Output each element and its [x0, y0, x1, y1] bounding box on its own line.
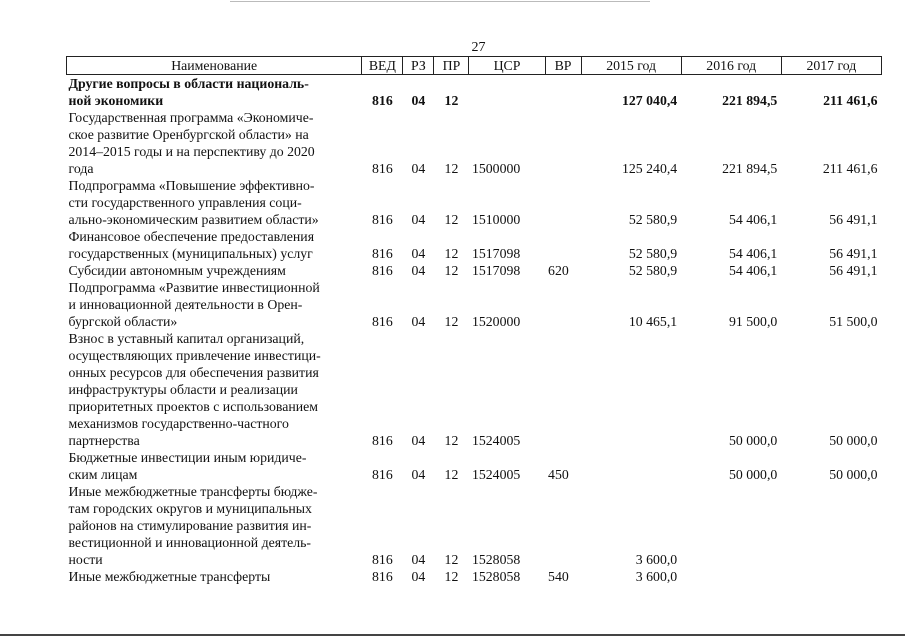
cell-pr: 12: [444, 552, 459, 567]
cell-year-2016: 54 406,1: [729, 246, 778, 261]
cell-csr: 1528058: [471, 552, 521, 567]
cell-ved: 816: [372, 552, 393, 567]
name-line: инфраструктуры области и реализации: [68, 382, 298, 397]
header-year-2015: 2015 год: [581, 57, 681, 75]
cell-vr: [545, 75, 581, 110]
cell-pr: 12: [444, 569, 459, 584]
cell-csr: 1510000: [471, 212, 521, 227]
cell-rz: 04: [411, 93, 426, 108]
cell-name: [67, 449, 362, 483]
cell-year-2017: 56 491,1: [829, 212, 878, 227]
name-line: приоритетных проектов с использованием: [68, 399, 318, 414]
cell-year-2016: 54 406,1: [729, 212, 778, 227]
cell-year-2015: 52 580,9: [628, 263, 678, 278]
cell-year-2015: [581, 330, 681, 449]
table-row: [67, 483, 882, 568]
cell-ved: 816: [372, 93, 393, 108]
name-line: районов на стимулирование развития ин-: [68, 518, 312, 533]
cell-vr: [545, 177, 581, 228]
cell-csr: [469, 75, 545, 110]
scan-edge-line: [0, 634, 905, 636]
cell-ved: 816: [372, 212, 393, 227]
cell-name: [67, 262, 362, 279]
name-line: онных ресурсов для обеспечения развития: [68, 365, 319, 380]
cell-csr: 1524005: [471, 467, 521, 482]
name-line: Подпрограмма «Повышение эффективно-: [68, 178, 315, 193]
cell-ved: 816: [372, 467, 393, 482]
cell-name: [67, 75, 362, 110]
cell-year-2017: 56 491,1: [829, 246, 878, 261]
cell-ved: 816: [372, 569, 393, 584]
table-header-row: [67, 57, 882, 75]
cell-rz: 04: [411, 314, 426, 329]
cell-year-2017: [781, 483, 881, 568]
name-line: механизмов государственно-частного: [68, 416, 289, 431]
cell-pr: 12: [444, 161, 459, 176]
page-number: 27: [471, 40, 486, 55]
cell-rz: 04: [411, 467, 426, 482]
name-line: ально-экономическим развитием области»: [68, 212, 319, 227]
name-line: бургской области»: [68, 314, 178, 329]
cell-year-2016: 54 406,1: [729, 263, 778, 278]
cell-year-2015: 125 240,4: [622, 161, 678, 176]
table-row: [67, 568, 882, 585]
cell-year-2015: 3 600,0: [635, 552, 678, 567]
table-row: [67, 330, 882, 449]
cell-year-2015: 52 580,9: [628, 212, 678, 227]
name-line: сти государственного управления соци-: [68, 195, 302, 210]
cell-csr: 1524005: [471, 433, 521, 448]
cell-year-2017: 56 491,1: [829, 263, 878, 278]
table-row: [67, 177, 882, 228]
cell-name: [67, 177, 362, 228]
cell-pr: 12: [444, 212, 459, 227]
cell-rz: 04: [411, 212, 426, 227]
scan-edge-line: [230, 1, 650, 2]
name-line: осуществляющих привлечение инвестици-: [68, 348, 321, 363]
name-line: ским лицам: [68, 467, 138, 482]
cell-year-2017: 211 461,6: [822, 161, 878, 176]
cell-pr: 12: [444, 93, 459, 108]
cell-rz: 04: [411, 552, 426, 567]
cell-name: [67, 483, 362, 568]
cell-year-2016: 221 894,5: [722, 161, 778, 176]
name-line: государственных (муниципальных) услуг: [68, 246, 313, 261]
cell-pr: 12: [444, 467, 459, 482]
cell-csr: 1517098: [471, 246, 521, 261]
cell-rz: 04: [411, 433, 426, 448]
cell-pr: 12: [444, 263, 459, 278]
cell-year-2016: 91 500,0: [729, 314, 778, 329]
cell-year-2017: 211 461,6: [823, 93, 878, 108]
table-row: [67, 109, 882, 177]
header-ved: ВЕД: [362, 57, 403, 75]
cell-vr: [545, 279, 581, 330]
cell-ved: 816: [372, 161, 393, 176]
table-row: [67, 449, 882, 483]
cell-ved: 816: [372, 263, 393, 278]
name-line: 2014–2015 годы и на перспективу до 2020: [68, 144, 315, 159]
name-line: Государственная программа «Экономиче-: [68, 110, 314, 125]
header-pr: ПР: [434, 57, 469, 75]
cell-vr: 450: [548, 467, 569, 482]
name-line: вестиционной и инновационной деятель-: [68, 535, 312, 550]
name-line: партнерства: [68, 433, 140, 448]
cell-rz: 04: [411, 569, 426, 584]
budget-table: [66, 56, 882, 585]
cell-year-2016: 50 000,0: [729, 467, 778, 482]
cell-year-2015: 52 580,9: [628, 246, 678, 261]
name-line: там городских округов и муниципальных: [68, 501, 312, 516]
table-row: [67, 279, 882, 330]
name-line: и инновационной деятельности в Орен-: [68, 297, 303, 312]
table-row: [67, 262, 882, 279]
table-row: [67, 228, 882, 262]
cell-year-2015: [581, 449, 681, 483]
cell-name: [67, 109, 362, 177]
cell-rz: 04: [411, 246, 426, 261]
cell-year-2017: 50 000,0: [829, 433, 878, 448]
cell-name: [67, 279, 362, 330]
cell-year-2016: 221 894,5: [722, 93, 778, 108]
header-vr: ВР: [545, 57, 581, 75]
name-line: ности: [68, 552, 103, 567]
header-name: Наименование: [67, 57, 362, 75]
name-line: Бюджетные инвестиции иным юридиче-: [68, 450, 307, 465]
name-line: ское развитие Оренбургской области» на: [68, 127, 309, 142]
cell-year-2015: 127 040,4: [622, 93, 678, 108]
cell-ved: 816: [372, 246, 393, 261]
cell-vr: [545, 330, 581, 449]
cell-year-2017: 50 000,0: [829, 467, 878, 482]
cell-year-2017: 51 500,0: [829, 314, 878, 329]
name-line: Иные межбюджетные трансферты бюдже-: [68, 484, 318, 499]
cell-year-2015: 3 600,0: [635, 569, 678, 584]
cell-year-2016: [681, 568, 781, 585]
cell-year-2016: [681, 483, 781, 568]
name-line: Подпрограмма «Развитие инвестиционной: [68, 280, 320, 295]
name-line: ной экономики: [68, 93, 164, 108]
name-line: Взнос в уставный капитал организаций,: [68, 331, 305, 346]
cell-csr: 1517098: [471, 263, 521, 278]
cell-csr: 1520000: [471, 314, 521, 329]
cell-vr: [545, 228, 581, 262]
name-line: Финансовое обеспечение предоставления: [68, 229, 315, 244]
cell-vr: 620: [548, 263, 569, 278]
name-line: Иные межбюджетные трансферты: [68, 569, 271, 584]
cell-year-2016: 50 000,0: [729, 433, 778, 448]
cell-vr: [545, 109, 581, 177]
cell-name: [67, 228, 362, 262]
name-line: года: [68, 161, 94, 176]
cell-ved: 816: [372, 433, 393, 448]
cell-pr: 12: [444, 314, 459, 329]
cell-pr: 12: [444, 433, 459, 448]
cell-vr: [545, 483, 581, 568]
name-line: Другие вопросы в области националь-: [68, 76, 309, 91]
cell-year-2015: 10 465,1: [628, 314, 678, 329]
table-body: [67, 75, 882, 586]
header-year-2016: 2016 год: [681, 57, 781, 75]
cell-vr: 540: [548, 569, 569, 584]
cell-pr: 12: [444, 246, 459, 261]
cell-csr: 1500000: [471, 161, 521, 176]
header-csr: ЦСР: [469, 57, 545, 75]
table-row: [67, 75, 882, 110]
cell-csr: 1528058: [471, 569, 521, 584]
cell-rz: 04: [411, 263, 426, 278]
cell-name: [67, 568, 362, 585]
cell-name: [67, 330, 362, 449]
cell-year-2017: [781, 568, 881, 585]
header-year-2017: 2017 год: [781, 57, 881, 75]
cell-ved: 816: [372, 314, 393, 329]
name-line: Субсидии автономным учреждениям: [68, 263, 286, 278]
cell-rz: 04: [411, 161, 426, 176]
header-rz: РЗ: [403, 57, 434, 75]
